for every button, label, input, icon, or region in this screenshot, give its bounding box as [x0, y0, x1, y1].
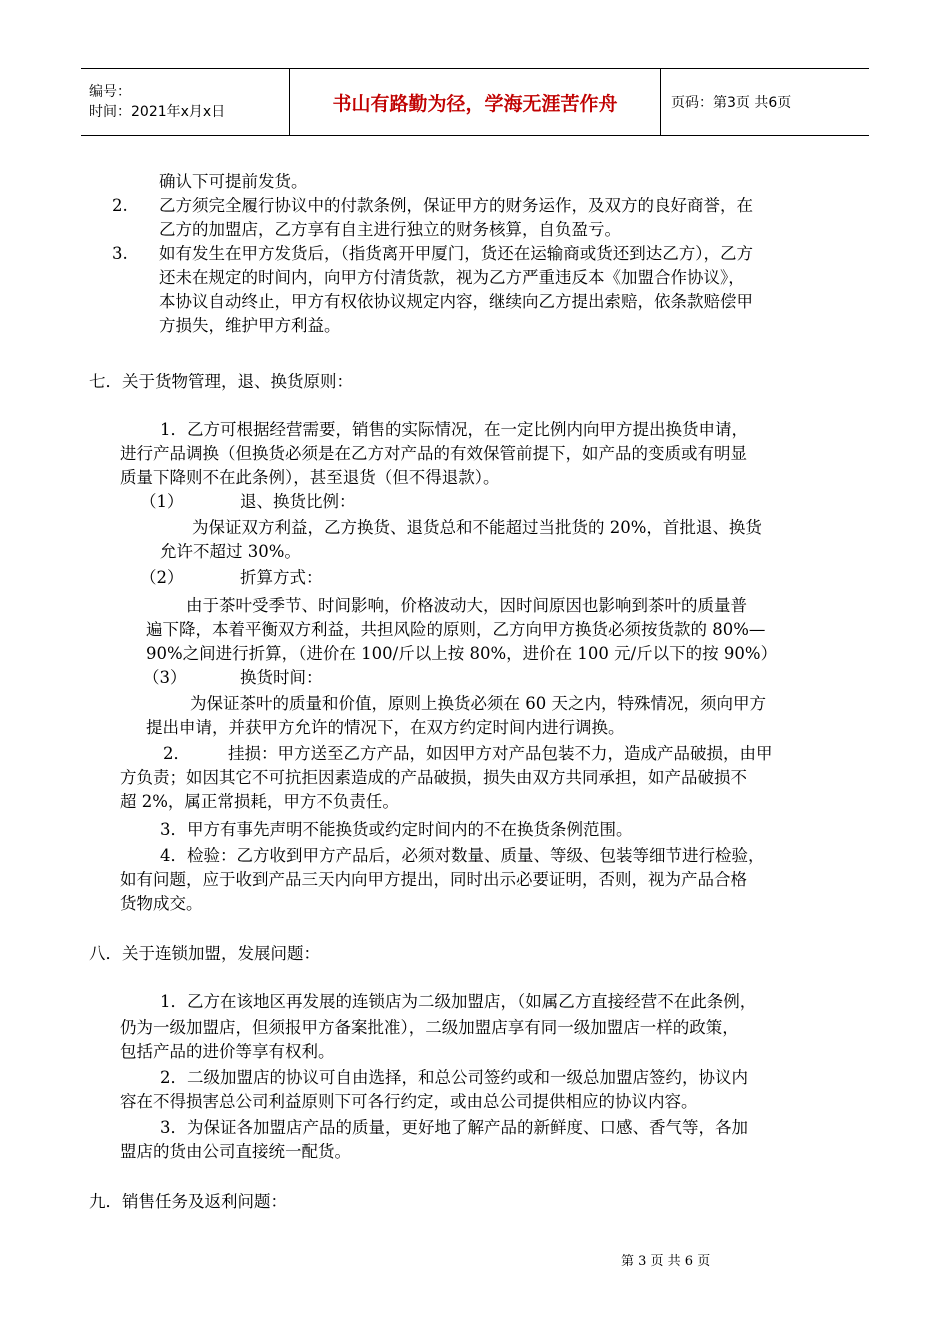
body-line: 2．二级加盟店的协议可自由选择，和总公司签约或和一级总加盟店签约，协议内 — [160, 1068, 748, 1087]
body-line: 3．为保证各加盟店产品的质量，更好地了解产品的新鲜度、口感、香气等，各加 — [160, 1118, 748, 1137]
body-line: 本协议自动终止，甲方有权依协议规定内容，继续向乙方提出索赔，依条款赔偿甲 — [159, 292, 753, 311]
section-heading: 八．关于连锁加盟，发展问题： — [89, 944, 320, 963]
body-line: 仍为一级加盟店，但须报甲方备案批准），二级加盟店享有同一级加盟店一样的政策， — [120, 1018, 739, 1037]
section-heading: 七．关于货物管理，退、换货原则： — [89, 372, 353, 391]
sub-item-number: （1） — [140, 492, 184, 511]
body-line: 为保证茶叶的质量和价值，原则上换货必须在 60 天之内，特殊情况，须向甲方 — [190, 694, 766, 713]
body-line: 方负责；如因其它不可抗拒因素造成的产品破损，损失由双方共同承担，如产品破损不 — [120, 768, 747, 787]
sub-item-number: （2） — [140, 568, 184, 587]
sub-item-title: 退、换货比例： — [240, 492, 356, 511]
body-line: 90%之间进行折算，（进价在 100/斤以上按 80%，进价在 100 元/斤以下的按 90%） — [146, 644, 778, 663]
document-date: 时间：2021年x月x日 — [89, 104, 226, 120]
body-line: 包括产品的进价等享有权利。 — [120, 1042, 335, 1061]
body-line: 如有发生在甲方发货后，（指货离开甲厦门，货还在运输商或货还到达乙方），乙方 — [159, 244, 753, 263]
body-line: 遍下降，本着平衡双方利益，共担风险的原则，乙方向甲方换货必须按货款的 80%— — [146, 620, 766, 639]
sub-item-number: （3） — [143, 668, 187, 687]
body-line: 4．检验：乙方收到甲方产品后，必须对数量、质量、等级、包装等细节进行检验， — [160, 846, 765, 865]
body-line: 由于茶叶受季节、时间影响，价格波动大，因时间原因也影响到茶叶的质量普 — [186, 596, 747, 615]
header-meta — [81, 69, 290, 135]
body-line: 如有问题，应于收到产品三天内向甲方提出，同时出示必要证明，否则，视为产品合格 — [120, 870, 747, 889]
list-number: 2． — [163, 744, 190, 763]
body-line: 进行产品调换（但换货必须是在乙方对产品的有效保管前提下，如产品的变质或有明显 — [120, 444, 747, 463]
header-motto: 书山有路勤为径，学海无涯苦作舟 — [290, 69, 661, 135]
section-heading: 九．销售任务及返利问题： — [89, 1192, 287, 1211]
body-line: 1．乙方可根据经营需要，销售的实际情况，在一定比例内向甲方提出换货申请， — [160, 420, 748, 439]
body-line: 为保证双方利益，乙方换货、退货总和不能超过当批货的 20%，首批退、换货 — [192, 518, 762, 537]
body-line: 盟店的货由公司直接统一配货。 — [120, 1142, 351, 1161]
body-line: 质量下降则不在此条例），甚至退货（但不得退款）。 — [120, 468, 500, 487]
body-line: 还未在规定的时间内，向甲方付清货款，视为乙方严重违反本《加盟合作协议》， — [159, 268, 745, 287]
body-line: 允许不超过 30%。 — [160, 542, 301, 561]
body-line: 1．乙方在该地区再发展的连锁店为二级加盟店，（如属乙方直接经营不在此条例， — [160, 992, 757, 1011]
body-line: 方损失，维护甲方利益。 — [159, 316, 341, 335]
body-line: 挂损：甲方送至乙方产品，如因甲方对产品包装不力，造成产品破损，由甲 — [228, 744, 773, 763]
body-line: 提出申请，并获甲方允许的情况下，在双方约定时间内进行调换。 — [146, 718, 625, 737]
list-number: 2. — [112, 196, 128, 215]
document-number-label: 编号： — [89, 84, 131, 100]
list-number: 3. — [112, 244, 128, 263]
body-line: 容在不得损害总公司利益原则下可各行约定，或由总公司提供相应的协议内容。 — [120, 1092, 698, 1111]
body-line: 确认下可提前发货。 — [159, 172, 308, 191]
body-line: 3．甲方有事先声明不能换货或约定时间内的不在换货条例范围。 — [160, 820, 633, 839]
body-line: 超 2%，属正常损耗，甲方不负责任。 — [120, 792, 399, 811]
footer-page-number: 第 3 页 共 6 页 — [621, 1254, 711, 1269]
body-line: 货物成交。 — [120, 894, 203, 913]
sub-item-title: 折算方式： — [240, 568, 323, 587]
header-page-info: 页码：第3页 共6页 — [671, 95, 792, 111]
body-line: 乙方的加盟店，乙方享有自主进行独立的财务核算，自负盈亏。 — [159, 220, 621, 239]
body-line: 乙方须完全履行协议中的付款条例，保证甲方的财务运作，及双方的良好商誉，在 — [159, 196, 753, 215]
sub-item-title: 换货时间： — [240, 668, 323, 687]
page-header — [81, 68, 869, 136]
